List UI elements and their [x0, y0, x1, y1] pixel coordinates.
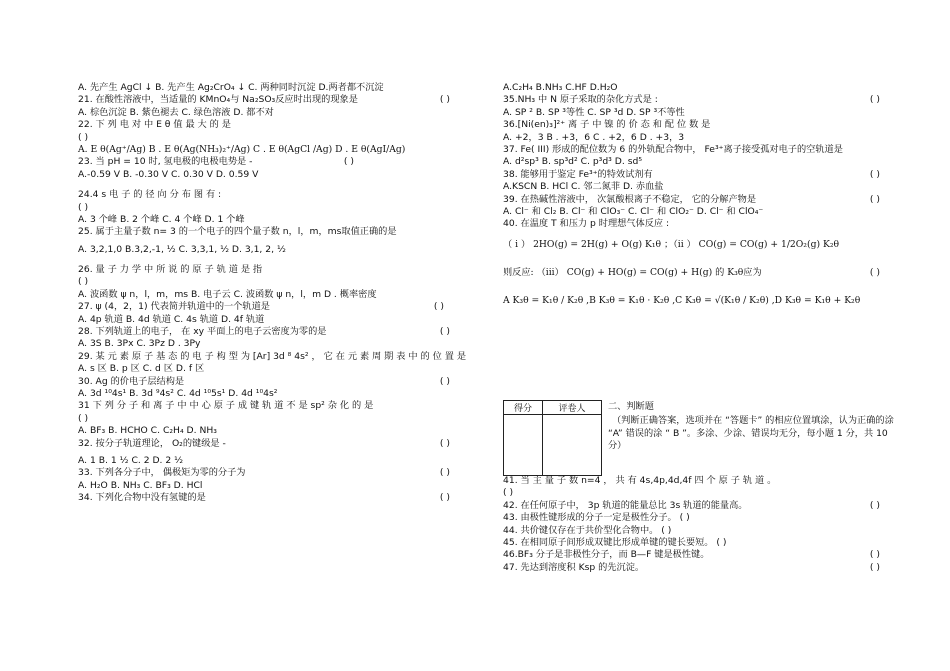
q30 — [78, 376, 458, 388]
line-text: A. E θ(Ag⁺/Ag) B . E θ(Ag(NH₃)₂⁺/Ag) C . E θ(AgCl /Ag) D . E θ(AgI/Ag) — [78, 143, 406, 155]
answer-paren: ( ) — [439, 375, 450, 387]
q35 — [503, 94, 888, 106]
score-header: 得分 — [504, 401, 543, 415]
line-text: 33. 下列各分子中， 偶极矩为零的分子为 — [78, 467, 246, 479]
q36 — [503, 119, 888, 131]
q29 — [78, 350, 467, 363]
line-text: 27. ψ (4，2，1) 代表简并轨道中的一个轨道是 — [78, 301, 270, 313]
line-text: A. 棕色沉淀 B. 紫色褪去 C. 绿色溶液 D. 都不对 — [78, 106, 274, 118]
q21-options — [78, 107, 458, 119]
q37 — [503, 144, 888, 156]
line-text: ( ) — [78, 131, 89, 143]
section-instructions: （判断正确答案，选项并在 “答题卡” 的相应位置填涂，认为正确的涂 “A” 错误的涂 “ B ”。多涂、少涂、错误均无分，每小题 1 分，共 10分） — [608, 415, 894, 452]
line-text: A K₃θ = K₁θ / K₂θ ,B K₃θ = K₁θ · K₂θ ,C K₃θ = √(K₁θ / K₂θ) ,D K₃θ = K₁θ + K₂θ — [503, 295, 861, 307]
section-title: 二、判断题 — [608, 401, 654, 412]
judge-section-header — [608, 401, 898, 453]
q46 — [503, 549, 888, 561]
line-text: （ i ） 2HO(g) = 2H(g) + O(g) K₁θ ；（ii ） CO(g) = CO(g) + 1/2O₂(g) K₂θ — [503, 238, 840, 250]
line-text: A. 3S B. 3Px C. 3Pz D . 3Py — [78, 338, 201, 350]
line-text: A. 4p 轨道 B. 4d 轨道 C. 4s 轨道 D. 4f 轨道 — [78, 313, 265, 325]
spacer — [78, 181, 458, 189]
answer-paren: ( ) — [439, 437, 450, 449]
q41-paren — [503, 487, 888, 499]
line-text: 26. 量 子 力 学 中 所 说 的 原 子 轨 道 是 指 — [78, 264, 263, 276]
line-text: 35.NH₃ 中 N 原子采取的杂化方式是 : — [503, 94, 658, 106]
q31-options — [78, 425, 458, 437]
line-text: 31 下 列 分 子 和 离 子 中 中 心 原 子 成 键 轨 道 不 是 sp² 杂 化 的 是 — [78, 400, 374, 412]
line-text: A. 3 个峰 B. 2 个峰 C. 4 个峰 D. 1 个峰 — [78, 213, 245, 225]
q24 — [78, 189, 458, 201]
q32-options — [78, 455, 458, 467]
answer-paren: ( ) — [869, 193, 880, 205]
line-text: 46.BF₃ 分子是非极性分子，而 B—F 键是极性键。 — [503, 549, 710, 561]
q27-options — [78, 314, 458, 326]
q32 — [78, 438, 458, 450]
spacer — [503, 231, 888, 239]
grader-cell — [543, 415, 602, 476]
answer-paren: ( ) — [439, 326, 450, 338]
q41 — [503, 475, 888, 487]
line-text: 45. 在相同原子间形成双键比形成单键的键长要短。 ( ) — [503, 536, 727, 548]
left-column — [78, 82, 467, 505]
q37-options — [503, 156, 888, 168]
answer-paren: ( ) — [869, 499, 880, 511]
line-text: 42. 在任何原子中， 3p 轨道的能量总比 3s 轨道的能量高。 — [503, 499, 748, 511]
line-text: 44. 共价键仅存在于共价型化合物中。 ( ) — [503, 524, 672, 536]
line-text: 40. 在温度 T 和压力 p 时理想气体反应 : — [503, 218, 670, 230]
q42 — [503, 500, 888, 512]
answer-paren: ( ) — [869, 561, 880, 573]
spacer — [503, 279, 888, 295]
q45 — [503, 537, 888, 549]
q24-options — [78, 214, 458, 226]
q24-paren — [78, 202, 458, 214]
line-text: A. Cl⁻ 和 Cl₂ B. Cl⁻ 和 ClO₃⁻ C. Cl⁻ 和 ClO₂⁻ D. Cl⁻ 和 ClO₄⁻ — [503, 205, 764, 217]
q34-options — [503, 82, 888, 94]
line-text: 36.[Ni(en)₃]²⁺ 离 子 中 镍 的 价 态 和 配 位 数 是 — [503, 119, 711, 131]
right-column — [503, 82, 888, 308]
line-text: A. +2，3 B . +3，6 C . +2，6 D . +3，3 — [503, 131, 685, 143]
q38 — [503, 169, 888, 181]
q40-formula-2 — [503, 267, 888, 279]
line-text: A. H₂O B. NH₃ C. BF₃ D. HCl — [78, 479, 203, 491]
q21 — [78, 94, 458, 106]
q26-paren — [78, 276, 458, 288]
line-text: 21. 在酸性溶液中，当适量的 KMnO₄与 Na₂SO₃反应时出现的现象是 — [78, 94, 358, 106]
spacer — [78, 256, 458, 264]
q20-options — [78, 82, 458, 94]
line-text: ( ) — [78, 201, 89, 213]
q29-options — [78, 363, 458, 375]
q40 — [503, 218, 888, 230]
q35-options — [503, 107, 888, 119]
line-text: 43. 由极性键形成的分子一定是极性分子。 ( ) — [503, 512, 690, 524]
q36-options — [503, 132, 888, 144]
q27 — [78, 301, 458, 313]
line-text: A. 1 B. 1 ½ C. 2 D. 2 ½ — [78, 454, 184, 466]
q26-options — [78, 289, 458, 301]
answer-paren: ( ) — [439, 94, 450, 106]
q39-options — [503, 206, 888, 218]
line-text: A. SP ² B. SP ³等性 C. SP ³d D. SP ³不等性 — [503, 106, 685, 118]
q43 — [503, 512, 888, 524]
answer-paren: ( ) — [869, 94, 880, 106]
q26 — [78, 264, 458, 276]
answer-paren: ( ) — [433, 301, 444, 313]
line-text: A.C₂H₄ B.NH₃ C.HF D.H₂O — [503, 82, 618, 93]
line-text: 25. 属于主量子数 n= 3 的一个电子的四个量子数 n，l，m，ms取值正确的是 — [78, 226, 397, 238]
line-text: 41. 当 主 量 子 数 n=4 ， 共 有 4s,4p,4d,4f 四 个 原 子 轨 道 。 — [503, 475, 777, 486]
score-cell — [504, 415, 543, 476]
q31 — [78, 400, 458, 412]
line-text: A. s 区 B. p 区 C. d 区 D. f 区 — [78, 363, 205, 375]
q34 — [78, 492, 458, 504]
line-text: A. 3d ¹⁰4s¹ B. 3d ⁹4s² C. 4d ¹⁰5s¹ D. 4d ¹⁰4s² — [78, 387, 278, 399]
answer-paren: ( ) — [869, 549, 880, 561]
line-text: 24.4 s 电 子 的 径 向 分 布 图 有 : — [78, 189, 222, 201]
line-text: 32. 按分子轨道理论， O₂的键级是 - — [78, 437, 226, 449]
answer-paren: ( ) — [869, 168, 880, 180]
line-text: 29. 某 元 素 原 子 基 态 的 电 子 构 型 为 [Ar] 3d ⁸ 4s² ， 它 在 元 素 周 期 表 中 的 位 置 是 — [78, 350, 467, 362]
answer-paren: ( ) — [439, 467, 450, 479]
q23 — [78, 156, 458, 168]
line-text: 34. 下列化合物中没有氢键的是 — [78, 492, 206, 504]
line-text: A.-0.59 V B. -0.30 V C. 0.30 V D. 0.59 V — [78, 168, 259, 180]
q22-options — [78, 144, 458, 156]
score-table — [503, 400, 602, 476]
judge-questions — [503, 475, 888, 574]
q39 — [503, 194, 888, 206]
q28 — [78, 326, 458, 338]
q22 — [78, 119, 458, 131]
line-text: 30. Ag 的价电子层结构是 — [78, 375, 185, 387]
q25-options — [78, 244, 458, 256]
line-text: ( ) — [78, 276, 89, 288]
line-text: 39. 在热碱性溶液中， 次氯酸根离子不稳定， 它的分解产物是 — [503, 193, 757, 205]
answer-paren: ( ) — [343, 156, 354, 168]
answer-paren: ( ) — [869, 267, 880, 279]
line-text: 38. 能够用于鉴定 Fe³⁺的特效试剂有 — [503, 168, 653, 180]
line-text: ( ) — [78, 412, 89, 424]
line-text: A. 3,2,1,0 B.3,2,-1, ½ C. 3,3,1, ½ D. 3,1, 2, ½ — [78, 243, 286, 255]
q44 — [503, 525, 888, 537]
q33 — [78, 467, 458, 479]
q28-options — [78, 338, 458, 350]
q40-formula-1 — [503, 239, 888, 251]
q31-paren — [78, 413, 458, 425]
line-text: 22. 下 列 电 对 中 E θ 值 最 大 的 是 — [78, 119, 231, 131]
q30-options — [78, 388, 458, 400]
q25 — [78, 226, 458, 238]
line-text: A.KSCN B. HCl C. 邻二氮菲 D. 赤血盐 — [503, 181, 664, 193]
line-text: ( ) — [503, 487, 514, 499]
line-text: 则反应: （iii） CO(g) + HO(g) = CO(g) + H(g) 的 K₃θ应为 — [503, 267, 762, 279]
q33-options — [78, 480, 458, 492]
grader-header: 评卷人 — [543, 401, 602, 415]
spacer — [503, 251, 888, 267]
line-text: A. 波函数 ψ n，l，m，ms B. 电子云 C. 波函数 ψ n，l，m D . 概率密度 — [78, 288, 377, 300]
q38-options — [503, 181, 888, 193]
line-text: A. d²sp³ B. sp³d² C. p³d³ D. sd⁵ — [503, 156, 643, 168]
line-text: 23. 当 pH = 10 时, 氢电极的电极电势是 - — [78, 156, 253, 168]
q40-options — [503, 295, 888, 307]
q23-options — [78, 169, 458, 181]
q47 — [503, 562, 888, 574]
answer-paren: ( ) — [439, 492, 450, 504]
line-text: 28. 下列轨道上的电子， 在 xy 平面上的电子云密度为零的是 — [78, 326, 327, 338]
line-text: 47. 先达到溶度积 Ksp 的先沉淀。 — [503, 561, 645, 573]
line-text: A. BF₃ B. HCHO C. C₂H₄ D. NH₃ — [78, 425, 217, 437]
line-text: A. 先产生 AgCl ↓ B. 先产生 Ag₂CrO₄ ↓ C. 两种同时沉淀 D.两者都不沉淀 — [78, 82, 384, 93]
line-text: 37. Fe( III) 形成的配位数为 6 的外轨配合物中， Fe³⁺离子接受孤对电子的空轨道是 — [503, 143, 843, 155]
q22-paren — [78, 132, 458, 144]
